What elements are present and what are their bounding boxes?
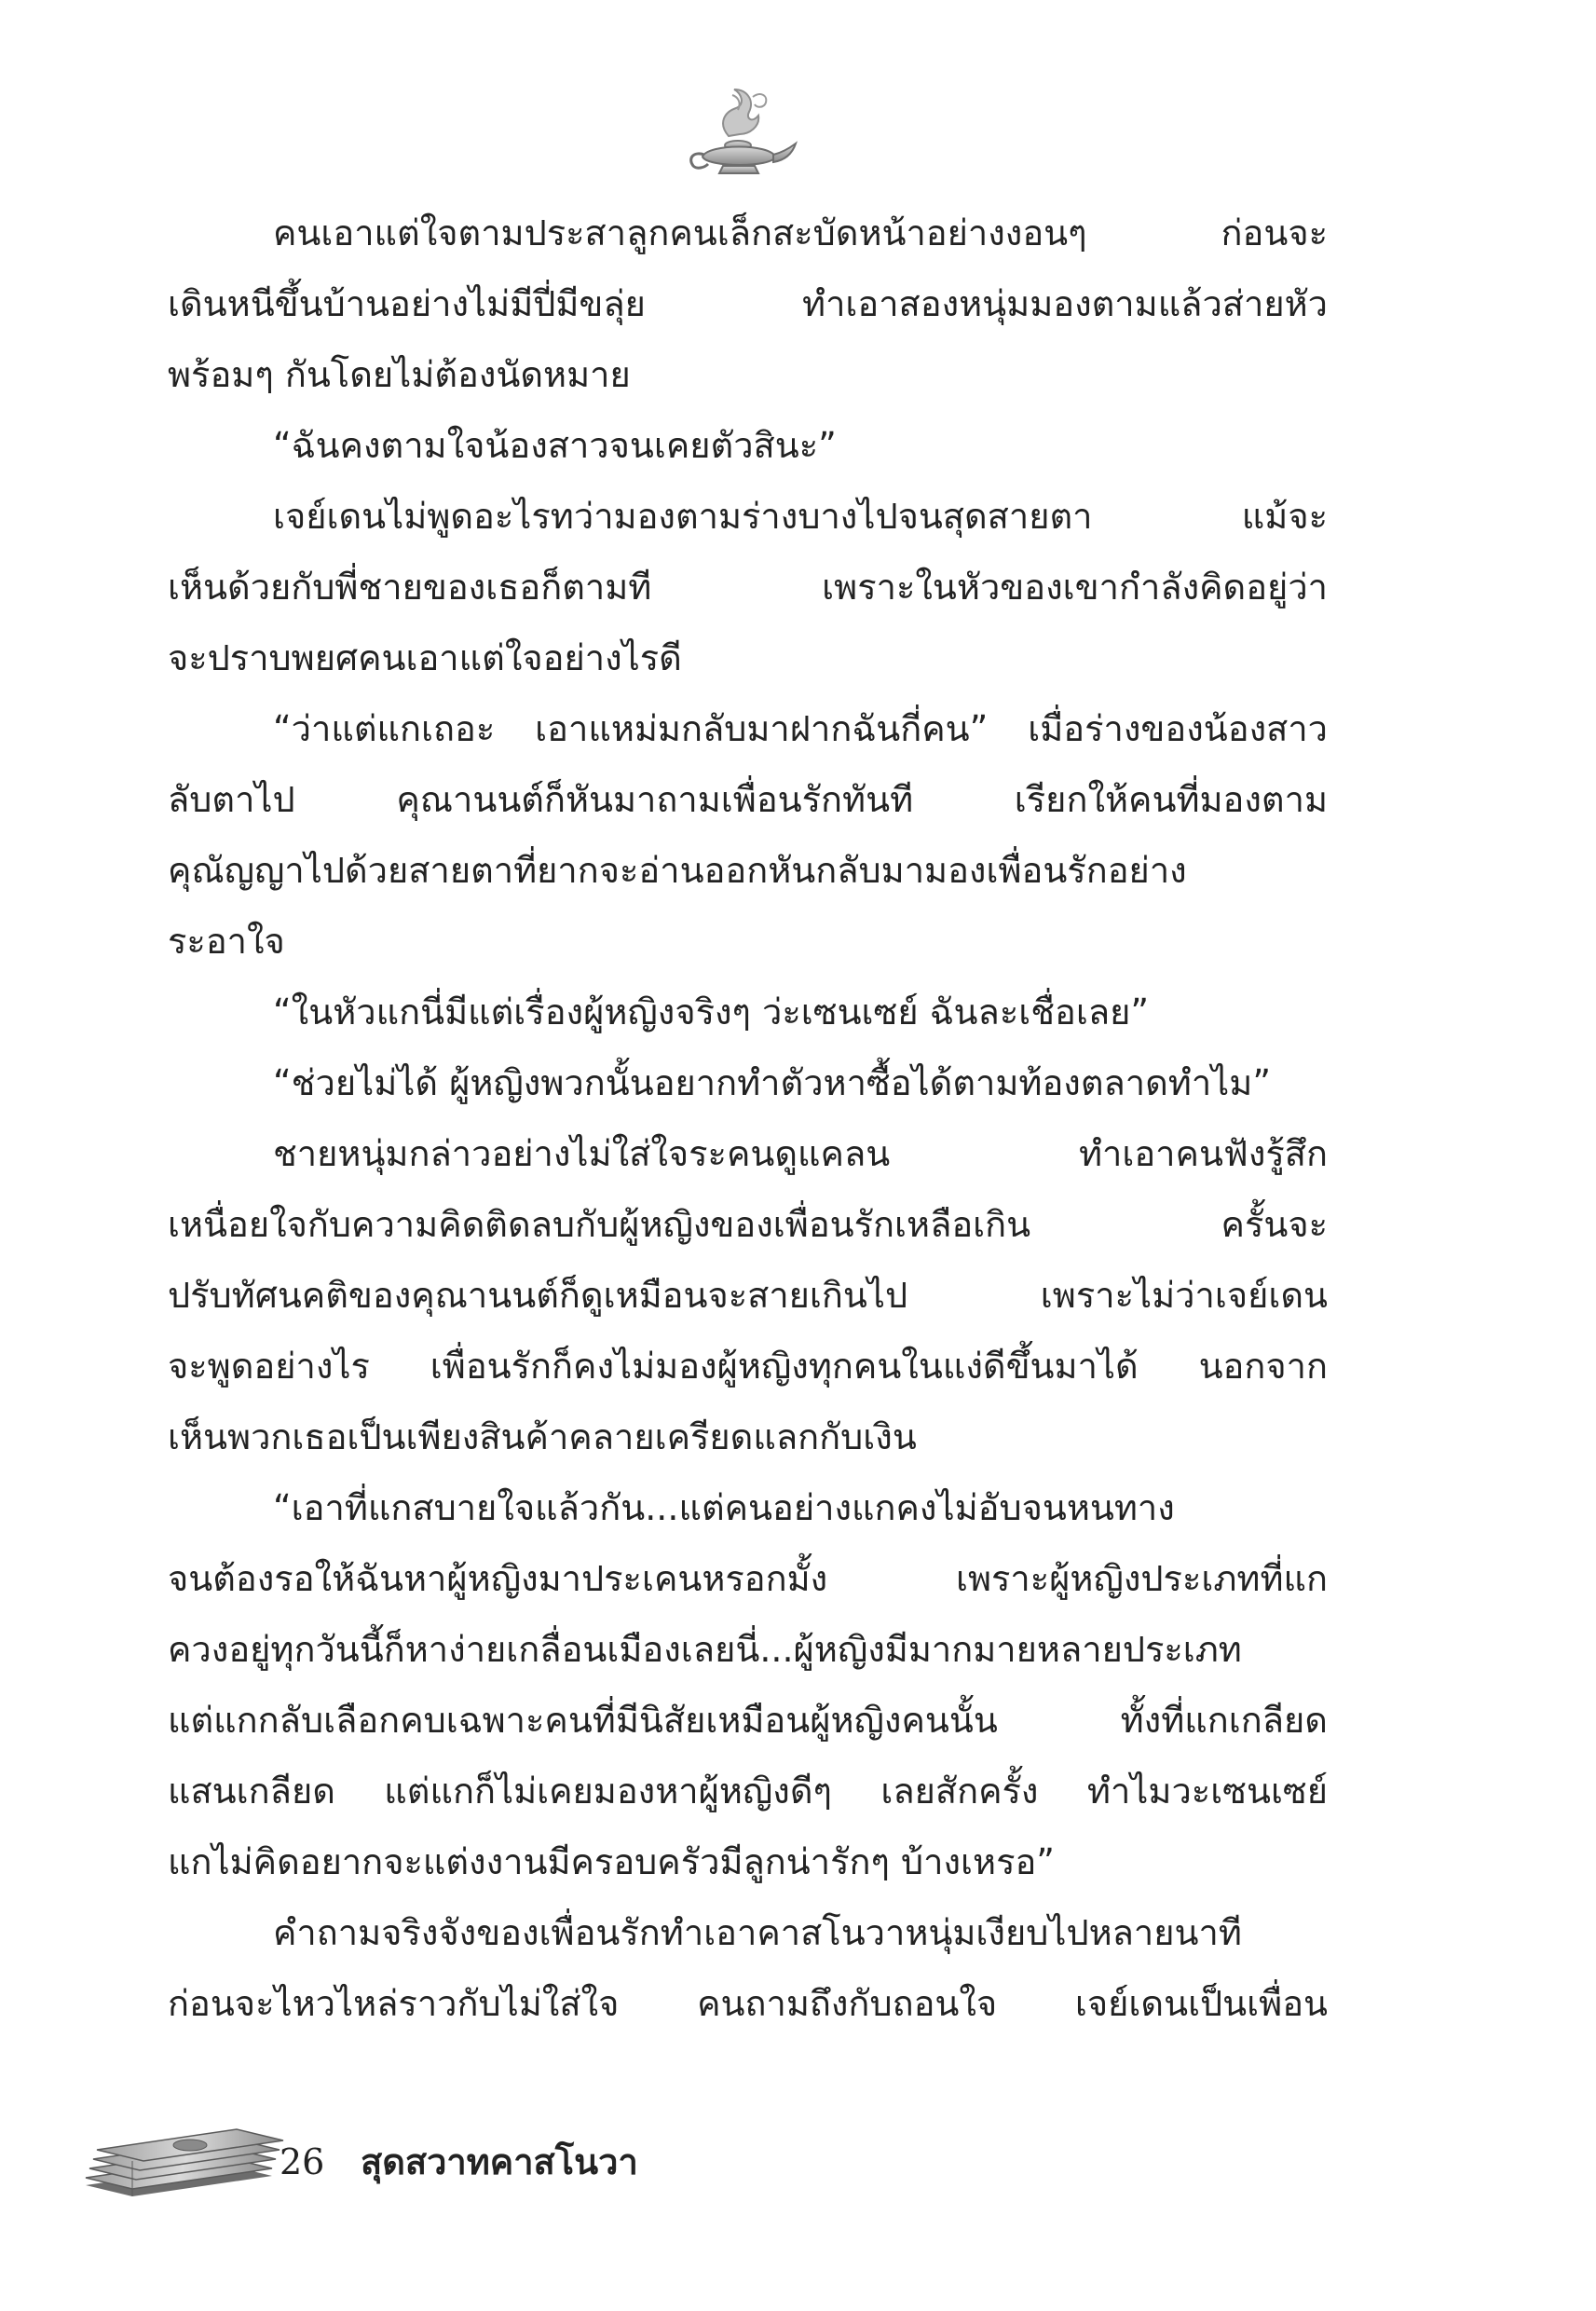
text-line: พร้อมๆ กันโดยไม่ต้องนัดหมาย	[168, 354, 631, 395]
text-line: จะปราบพยศคนเอาแต่ใจอย่างไรดี	[168, 637, 682, 678]
text-line: เหนื่อยใจกับความคิดติดลบกับผู้หญิงของเพื่อนรักเหลือเกิน ครั้นจะ	[168, 1204, 1328, 1245]
text-line: ก่อนจะไหวไหล่ราวกับไม่ใส่ใจ คนถามถึงกับถอนใจ เจย์เดนเป็นเพื่อน	[168, 1983, 1328, 2024]
text-line: ลับตาไป คุณานนต์ก็หันมาถามเพื่อนรักทันที เรียกให้คนที่มองตาม	[168, 779, 1328, 820]
text-line: เดินหนีขึ้นบ้านอย่างไม่มีปี่มีขลุ่ย ทำเอาสองหนุ่มมองตามแล้วส่ายหัว	[168, 283, 1328, 324]
text-line: “ฉันคงตามใจน้องสาวจนเคยตัวสินะ”	[273, 425, 837, 466]
text-line: ปรับทัศนคติของคุณานนต์ก็ดูเหมือนจะสายเกินไป เพราะไม่ว่าเจย์เดน	[168, 1275, 1328, 1316]
text-line: เจย์เดนไม่พูดอะไรทว่ามองตามร่างบางไปจนสุดสายตา แม้จะ	[273, 496, 1328, 537]
text-line: แกไม่คิดอยากจะแต่งงานมีครอบครัวมีลูกน่ารักๆ บ้างเหรอ”	[168, 1841, 1055, 1882]
text-line: จะพูดอย่างไร เพื่อนรักก็คงไม่มองผู้หญิงทุกคนในแง่ดีขึ้นมาได้ นอกจาก	[168, 1346, 1328, 1387]
text-line: ควงอยู่ทุกวันนี้ก็หาง่ายเกลื่อนเมืองเลยนี่...ผู้หญิงมีมากมายหลายประเภท	[168, 1629, 1242, 1670]
book-title: สุดสวาทคาสโนวา	[361, 2141, 638, 2182]
text-line: “ว่าแต่แกเถอะ เอาแหม่มกลับมาฝากฉันกี่คน” เมื่อร่างของน้องสาว	[273, 708, 1328, 749]
page-body	[168, 198, 1328, 2266]
text-line: แต่แกกลับเลือกคบเฉพาะคนที่มีนิสัยเหมือนผู้หญิงคนนั้น ทั้งที่แกเกลียด	[168, 1700, 1328, 1741]
text-line: คนเอาแต่ใจตามประสาลูกคนเล็กสะบัดหน้าอย่างงอนๆ ก่อนจะ	[273, 212, 1328, 253]
text-line: “ในหัวแกนี่มีแต่เรื่องผู้หญิงจริงๆ ว่ะเซนเซย์ ฉันละเชื่อเลย”	[273, 991, 1150, 1032]
text-line: เห็นพวกเธอเป็นเพียงสินค้าคลายเครียดแลกกับเงิน	[168, 1416, 917, 1457]
text-line: คำถามจริงจังของเพื่อนรักทำเอาคาสโนวาหนุ่มเงียบไปหลายนาที	[273, 1912, 1242, 1953]
text-line: ระอาใจ	[168, 921, 285, 962]
text-line: จนต้องรอให้ฉันหาผู้หญิงมาประเคนหรอกมั้ง เพราะผู้หญิงประเภทที่แก	[168, 1558, 1328, 1599]
text-line: แสนเกลียด แต่แกก็ไม่เคยมองหาผู้หญิงดีๆ เลยสักครั้ง ทำไมวะเซนเซย์	[168, 1771, 1328, 1812]
text-line: “ช่วยไม่ได้ ผู้หญิงพวกนั้นอยากทำตัวหาซื้อได้ตามท้องตลาดทำไม”	[273, 1062, 1272, 1103]
page-number: 26	[280, 2141, 325, 2182]
text-line: เห็นด้วยกับพี่ชายของเธอก็ตามที เพราะในหัวของเขากำลังคิดอยู่ว่า	[168, 567, 1328, 608]
text-line: ชายหนุ่มกล่าวอย่างไม่ใส่ใจระคนดูแคลน ทำเอาคนฟังรู้สึก	[273, 1133, 1328, 1174]
page-footer	[76, 2120, 729, 2204]
money-stack-icon	[76, 2120, 291, 2204]
text-line: คุณัญญาไปด้วยสายตาที่ยากจะอ่านออกหันกลับมามองเพื่อนรักอย่าง	[168, 850, 1187, 891]
magic-lamp-icon	[680, 76, 801, 188]
text-line: “เอาที่แกสบายใจแล้วกัน...แต่คนอย่างแกคงไม่อับจนหนทาง	[273, 1487, 1175, 1528]
